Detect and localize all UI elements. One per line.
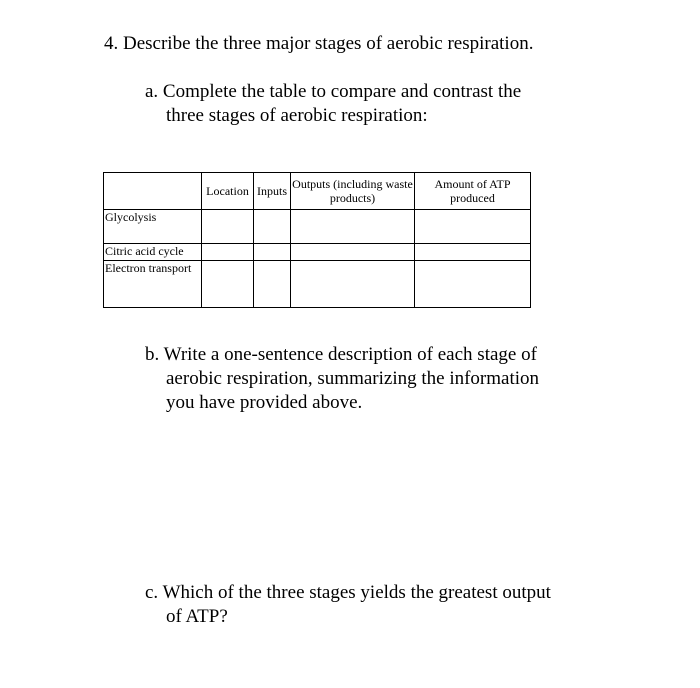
cell-location[interactable] [202, 210, 254, 244]
part-a-line-2: three stages of aerobic respiration: [166, 105, 428, 126]
part-b-line-2: aerobic respiration, summarizing the information [166, 368, 540, 389]
comparison-table [103, 172, 531, 308]
cell-outputs[interactable] [291, 210, 415, 244]
table-row [104, 261, 531, 308]
cell-atp[interactable] [415, 244, 531, 261]
header-stage [104, 173, 202, 210]
part-a-line-1: a. Complete the table to compare and contrast the [145, 81, 522, 102]
cell-location[interactable] [202, 261, 254, 308]
part-b-line-1: b. Write a one-sentence description of each stage of [145, 344, 537, 365]
table-header-row [104, 173, 531, 210]
part-c-line-1: c. Which of the three stages yields the greatest output [145, 582, 551, 603]
cell-inputs[interactable] [254, 244, 291, 261]
cell-inputs[interactable] [254, 210, 291, 244]
part-c-line-2: of ATP? [166, 606, 228, 627]
table-row [104, 244, 531, 261]
question-title: 4. Describe the three major stages of aerobic respiration. [104, 33, 534, 54]
header-inputs: Inputs [254, 173, 291, 210]
cell-location[interactable] [202, 244, 254, 261]
part-b-prompt [145, 343, 539, 415]
table-row [104, 210, 531, 244]
stage-citric-acid-cycle: Citric acid cycle [104, 244, 202, 261]
stage-electron-transport: Electron transport [104, 261, 202, 308]
part-b-line-3: you have provided above. [166, 392, 363, 413]
stage-glycolysis: Glycolysis [104, 210, 202, 244]
header-outputs: Outputs (including waste products) [291, 173, 415, 210]
part-c-prompt [145, 581, 551, 629]
header-location: Location [202, 173, 254, 210]
cell-atp[interactable] [415, 261, 531, 308]
header-atp: Amount of ATP produced [415, 173, 531, 210]
cell-outputs[interactable] [291, 261, 415, 308]
part-a-prompt [145, 80, 521, 128]
cell-atp[interactable] [415, 210, 531, 244]
cell-inputs[interactable] [254, 261, 291, 308]
cell-outputs[interactable] [291, 244, 415, 261]
